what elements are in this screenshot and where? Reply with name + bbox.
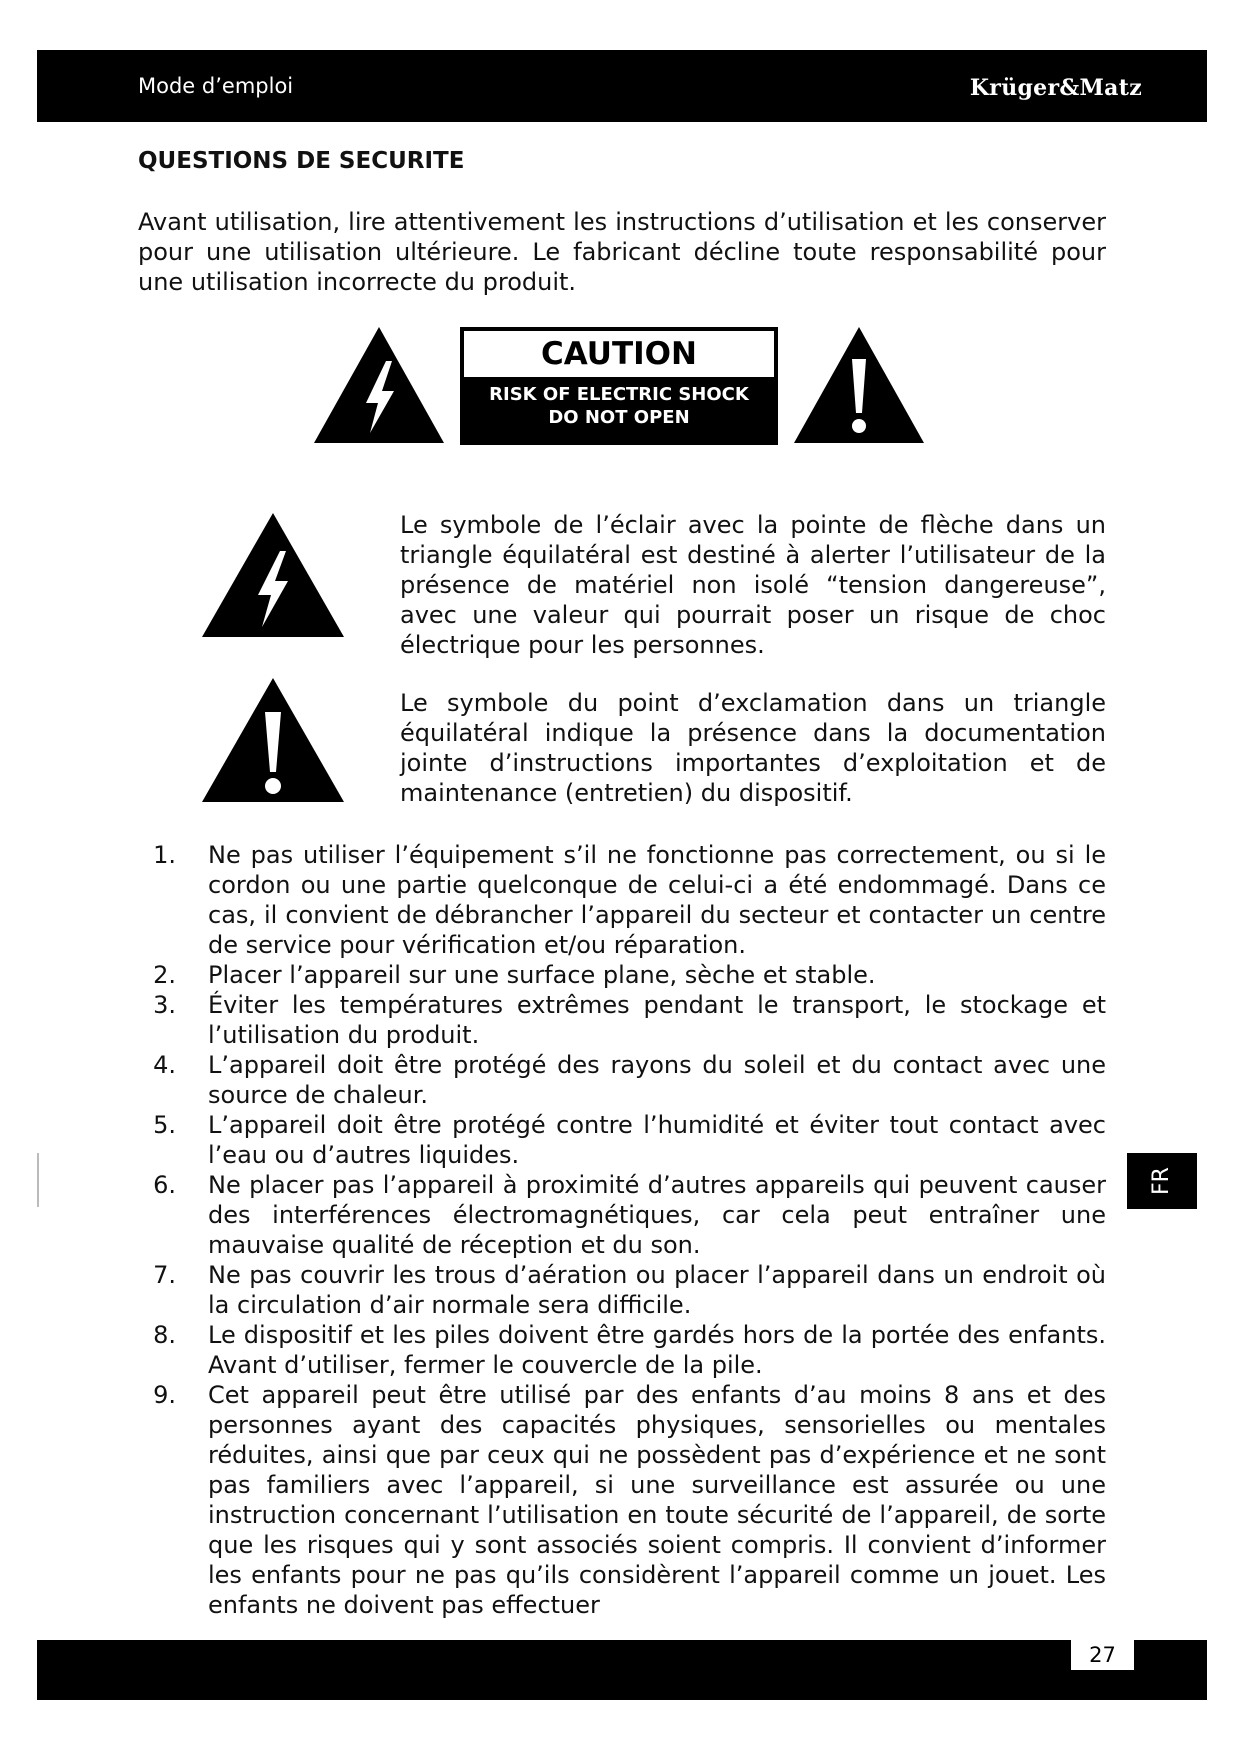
list-item <box>138 990 1106 1050</box>
lightning-symbol-text: Le symbole de l’éclair avec la pointe de flèche dans un triangle équilatéral est destiné à alerter l’utilisateur de la présence de matériel non isolé “tension dangereuse”, avec une valeur qui pourrait poser un risque de choc électrique pour les personnes. <box>400 511 1106 659</box>
list-text: Éviter les températures extrêmes pendant le transport, le stockage et l’utilisation du produit. <box>208 991 1106 1049</box>
list-item <box>138 1050 1106 1110</box>
footer-bar <box>37 1640 1207 1700</box>
section-title: QUESTIONS DE SECURITE <box>138 148 465 174</box>
list-item <box>138 960 1106 990</box>
brand-logo: Krüger&Matz <box>969 75 1142 101</box>
list-item <box>138 1110 1106 1170</box>
list-item <box>138 1170 1106 1260</box>
exclamation-triangle-icon <box>792 325 926 445</box>
intro-paragraph: Avant utilisation, lire attentivement les instructions d’utilisation et les conserver pour une utilisation ultérieure. Le fabricant décline toute responsabilité pour une utilisation incorrecte du produit. <box>138 208 1106 296</box>
header-bar <box>37 50 1207 122</box>
list-text: Ne pas utiliser l’équipement s’il ne fonctionne pas correctement, ou si le cordon ou une partie quelconque de celui-ci a été endommagé. Dans ce cas, il convient de débrancher l’appareil du secteur et contacter un centre de service pour vérification et/ou réparation. <box>208 841 1106 959</box>
list-item <box>138 840 1106 960</box>
caution-line-1: RISK OF ELECTRIC SHOCK <box>489 384 749 405</box>
list-text: Placer l’appareil sur une surface plane, sèche et stable. <box>208 961 876 989</box>
caution-box <box>460 327 778 445</box>
list-text: Ne pas couvrir les trous d’aération ou placer l’appareil dans un endroit où la circulation d’air normale sera difficile. <box>208 1261 1106 1319</box>
list-text: L’appareil doit être protégé contre l’humidité et éviter tout contact avec l’eau ou d’autres liquides. <box>208 1111 1106 1169</box>
list-number: 6. <box>153 1171 176 1199</box>
exclamation-symbol-text: Le symbole du point d’exclamation dans un triangle équilatéral indique la présence dans la documentation jointe d’instructions importantes d’exploitation et de maintenance (entretien) du dispositif. <box>400 689 1106 807</box>
list-text: Ne placer pas l’appareil à proximité d’autres appareils qui peuvent causer des interférences électromagnétiques, car cela peut entraîner une mauvaise qualité de réception et du son. <box>208 1171 1106 1259</box>
list-number: 9. <box>153 1381 176 1409</box>
lightning-triangle-icon <box>200 511 346 639</box>
caution-label-group <box>312 323 932 453</box>
exclamation-triangle-icon <box>200 676 346 804</box>
lightning-triangle-icon <box>312 325 446 445</box>
list-item <box>138 1320 1106 1380</box>
list-number: 1. <box>153 841 176 869</box>
list-number: 3. <box>153 991 176 1019</box>
caution-title: CAUTION <box>464 331 774 377</box>
list-text: Le dispositif et les piles doivent être gardés hors de la portée des enfants. Avant d’utiliser, fermer le couvercle de la pile. <box>208 1321 1106 1379</box>
side-divider <box>37 1153 39 1207</box>
list-number: 7. <box>153 1261 176 1289</box>
list-number: 4. <box>153 1051 176 1079</box>
safety-instructions-list <box>138 840 1106 1620</box>
document-title: Mode d’emploi <box>138 74 294 98</box>
list-item <box>138 1260 1106 1320</box>
list-number: 2. <box>153 961 176 989</box>
list-text: L’appareil doit être protégé des rayons du soleil et du contact avec une source de chaleur. <box>208 1051 1106 1109</box>
list-number: 5. <box>153 1111 176 1139</box>
list-number: 8. <box>153 1321 176 1349</box>
list-item <box>138 1380 1106 1620</box>
caution-line-2: DO NOT OPEN <box>548 407 690 428</box>
list-text: Cet appareil peut être utilisé par des enfants d’au moins 8 ans et des personnes ayant des capacités physiques, sensorielles ou mentales réduites, ainsi que par ceux qui ne possèdent pas d’expérience et ne sont pas familiers avec l’appareil, si une surveillance est assurée ou une instruction concernant l’utilisation en toute sécurité de l’appareil, de sorte que les risques qui y sont associés soient compris. Il convient d’informer les enfants pour ne pas qu’ils considèrent l’appareil comme un jouet. Les enfants ne doivent pas effectuer <box>208 1381 1106 1619</box>
language-tab <box>1127 1153 1197 1209</box>
language-tab-label: FR <box>1149 1167 1174 1195</box>
page-number: 27 <box>1071 1640 1134 1670</box>
